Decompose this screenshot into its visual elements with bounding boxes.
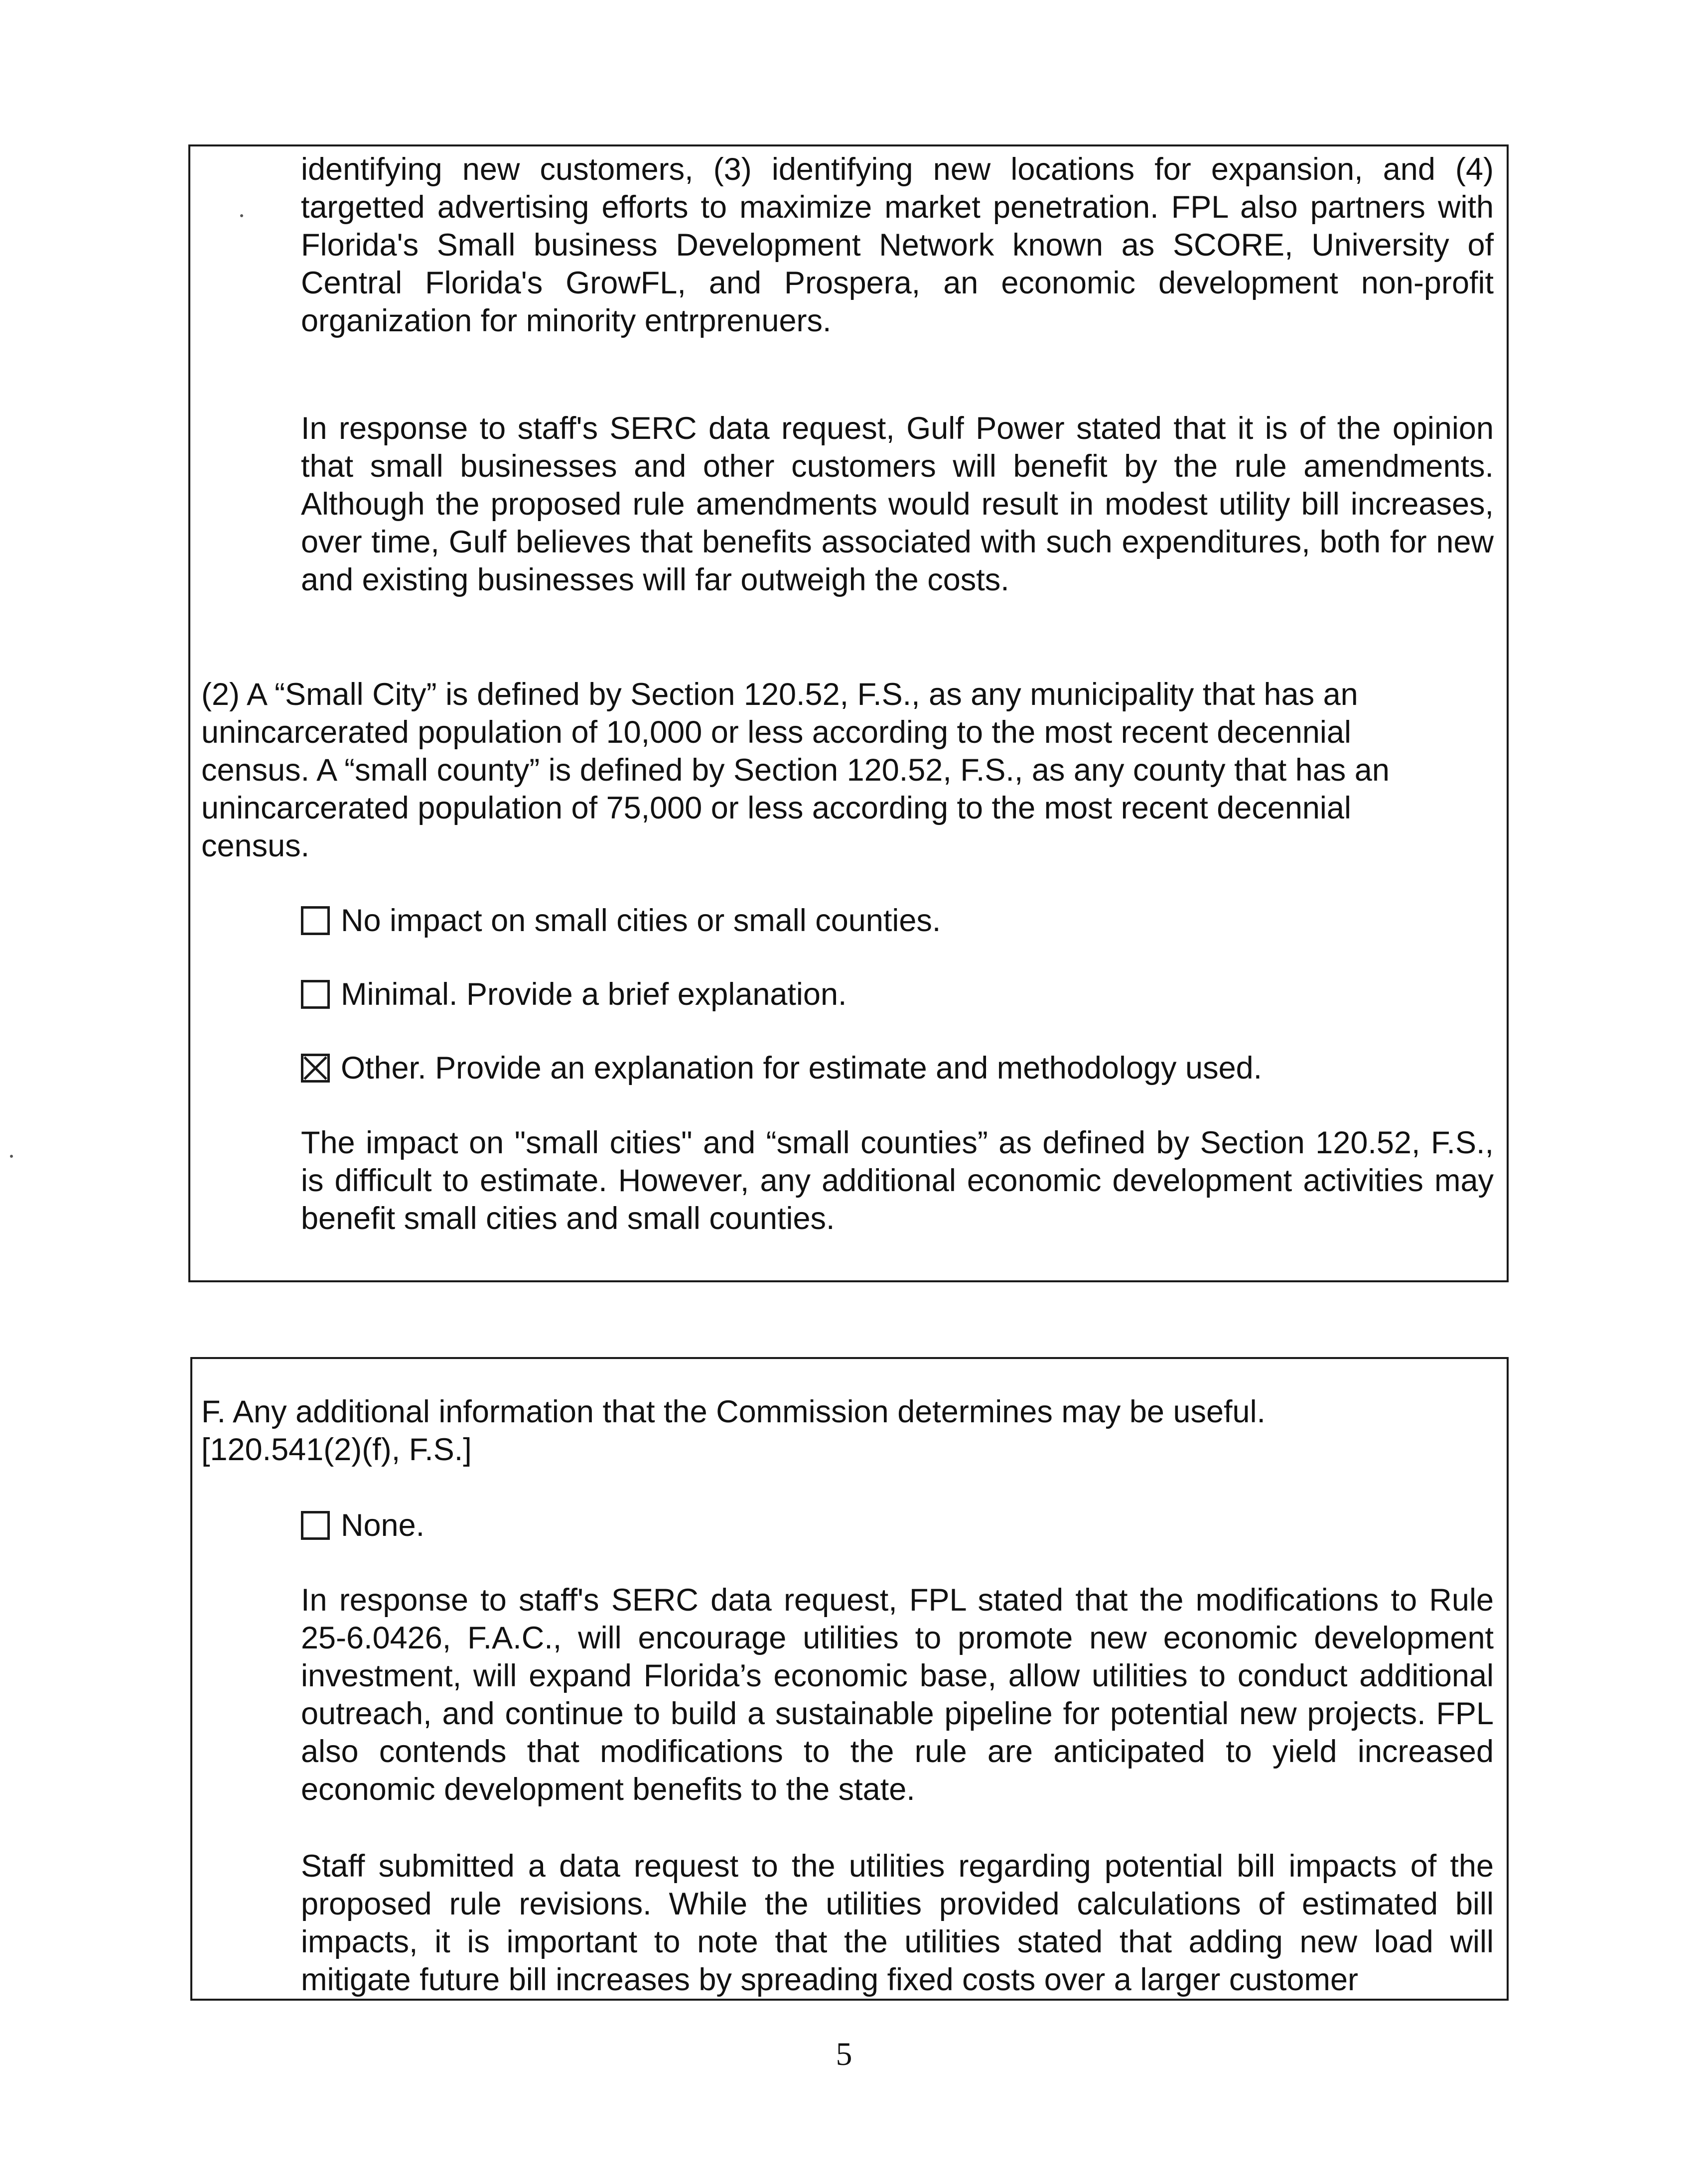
option-minimal[interactable] xyxy=(301,975,847,1013)
small-city-definition-paragraph: (2) A “Small City” is defined by Section 120.52, F.S., as any municipality that has an unincarcerated population of 10,000 or less according to the most recent decennial census. A “small county” is defined by Section 120.52, F.S., as any county that has an unincarcerated population of 75,000 or less according to the most recent decennial census. xyxy=(201,677,1390,863)
option-no-impact[interactable] xyxy=(301,902,941,940)
option-other[interactable] xyxy=(301,1049,1262,1087)
additional-information-box xyxy=(190,1357,1509,2001)
small-cities-impact-paragraph: The impact on "small cities" and “small counties” as defined by Section 120.52, F.S., is difficult to estimate. However, any additional economic development activities may benefit small cities and small counties. xyxy=(301,1125,1494,1236)
option-none-label: None. xyxy=(341,1508,425,1543)
checkbox-other-checked[interactable] xyxy=(301,1054,330,1083)
fpl-modifications-paragraph: In response to staff's SERC data request, FPL stated that the modifications to Rule 25-6.0426, F.A.C., will encourage utilities to promote new economic development investment, will expand Florida’s economic base, allow utilities to conduct additional outreach, and continue to build a sustainable pipeline for potential new projects. FPL also contends that modifications to the rule are anticipated to yield increased economic development benefits to the state. xyxy=(301,1583,1494,1807)
checkmark-x-icon xyxy=(303,1056,327,1080)
option-minimal-label: Minimal. Provide a brief explanation. xyxy=(341,977,847,1012)
checkbox-minimal[interactable] xyxy=(301,980,330,1009)
checkbox-no-impact[interactable] xyxy=(301,906,330,935)
page-number: 5 xyxy=(836,2036,852,2072)
small-business-impact-box xyxy=(188,144,1509,1282)
section-f-heading: F. Any additional information that the Commission determines may be useful. [120.541(2)(f), F.S.] xyxy=(201,1394,1266,1467)
bill-impacts-paragraph: Staff submitted a data request to the utilities regarding potential bill impacts of the proposed rule revisions. While the utilities provided calculations of estimated bill impacts, it is important to note that the utilities stated that adding new load will mitigate future bill increases by spreading fixed costs over a larger customer xyxy=(301,1849,1494,1997)
bill-impacts-clip xyxy=(192,1847,1507,2001)
checkbox-none[interactable] xyxy=(301,1511,330,1540)
fpl-partners-paragraph: identifying new customers, (3) identifying new locations for expansion, and (4) targetted advertising efforts to maximize market penetration. FPL also partners with Florida's Small business Development Network known as SCORE, University of Central Florida's GrowFL, and Prospera, an economic development non-profit organization for minority entrprenuers. xyxy=(301,152,1494,338)
option-none[interactable] xyxy=(301,1506,424,1544)
scan-speck xyxy=(10,1155,13,1158)
option-other-label: Other. Provide an explanation for estimate and methodology used. xyxy=(341,1051,1263,1086)
option-no-impact-label: No impact on small cities or small counties. xyxy=(341,903,941,938)
gulf-power-response-paragraph: In response to staff's SERC data request, Gulf Power stated that it is of the opinion that small businesses and other customers will benefit by the rule amendments. Although the proposed rule amendments would result in modest utility bill increases, over time, Gulf believes that benefits associated with such expenditures, both for new and existing businesses will far outweigh the costs. xyxy=(301,411,1494,597)
